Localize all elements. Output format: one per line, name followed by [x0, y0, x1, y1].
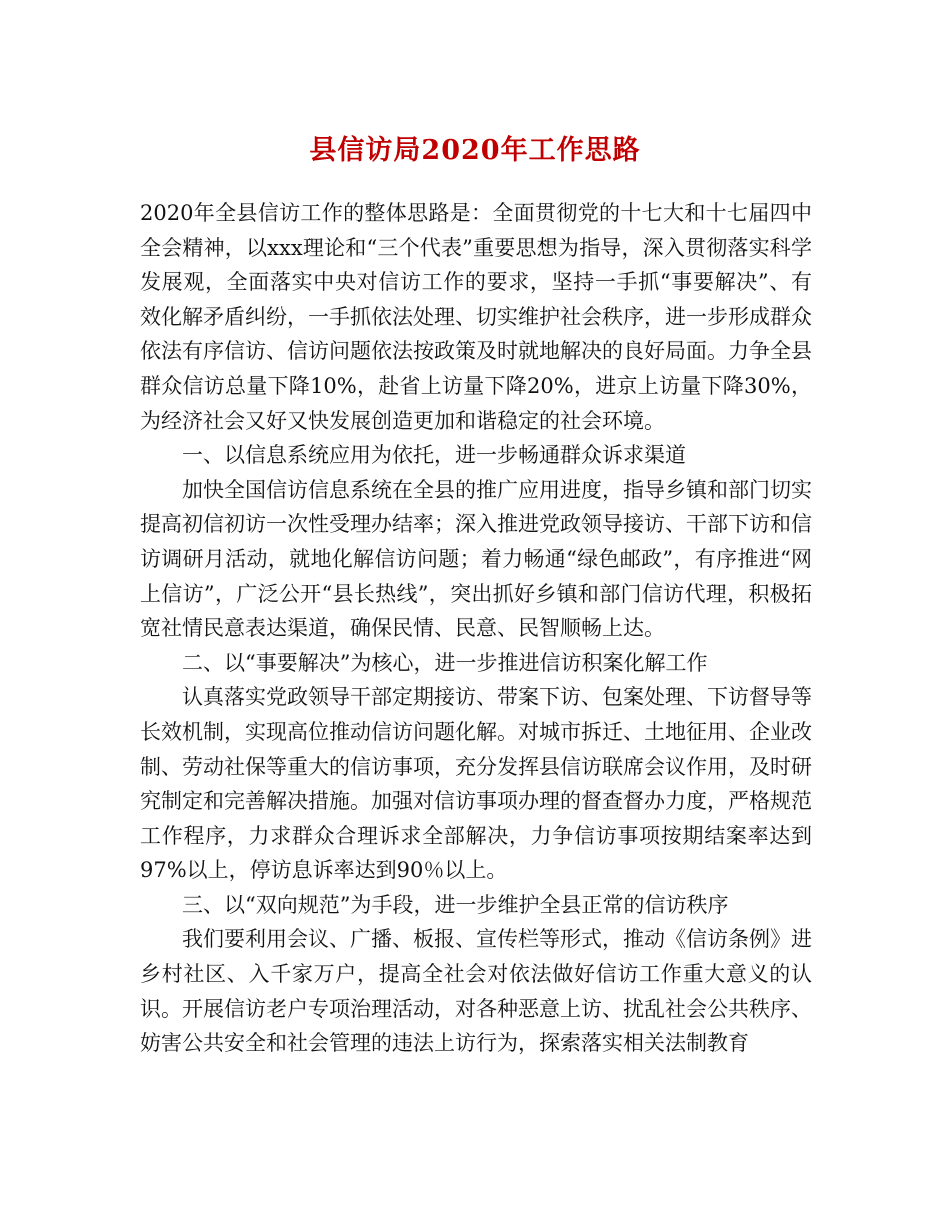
section-paragraph-2: 认真落实党政领导干部定期接访、带案下访、包案处理、下访督导等长效机制，实现高位推动信访问题化解。对城市拆迁、土地征用、企业改制、劳动社保等重大的信访事项，充分发挥县信访联席会议作用，及时研究制定和完善解决措施。加强对信访事项办理的督查督办力度，严格规范工作程序，力求群众合理诉求全部解决，力争信访事项按期结案率达到97%以上，停访息诉率达到90％以上。 — [140, 685, 812, 883]
section-heading-3: 三、以“双向规范”为手段，进一步维护全县正常的信访秩序 — [182, 892, 729, 917]
document-body — [140, 196, 812, 1061]
section-paragraph-1: 加快全国信访信息系统在全县的推广应用进度，指导乡镇和部门切实提高初信初访一次性受理办结率；深入推进党政领导接访、干部下访和信访调研月活动，就地化解信访问题；着力畅通“绿色邮政”，有序推进“网上信访”，广泛公开“县长热线”，突出抓好乡镇和部门信访代理，积极拓宽社情民意表达渠道，确保民情、民意、民智顺畅上达。 — [140, 477, 812, 641]
section-heading-1: 一、以信息系统应用为依托，进一步畅通群众诉求渠道 — [182, 443, 686, 468]
intro-paragraph: 2020年全县信访工作的整体思路是：全面贯彻党的十七大和十七届四中全会精神，以xxx理论和“三个代表”重要思想为指导，深入贯彻落实科学发展观，全面落实中央对信访工作的要求，坚持一手抓“事要解决”、有效化解矛盾纠纷，一手抓依法处理、切实维护社会秩序，进一步形成群众依法有序信访、信访问题依法按政策及时就地解决的良好局面。力争全县群众信访总量下降10%，赴省上访量下降20%，进京上访量下降30%，为经济社会又好又快发展创造更加和谐稳定的社会环境。 — [140, 201, 812, 433]
section-paragraph-3: 我们要利用会议、广播、板报、宣传栏等形式，推动《信访条例》进乡村社区、入千家万户，提高全社会对依法做好信访工作重大意义的认识。开展信访老户专项治理活动，对各种恶意上访、扰乱社会公共秩序、妨害公共安全和社会管理的违法上访行为，探索落实相关法制教育 — [140, 927, 812, 1056]
document-title: 县信访局2020年工作思路 — [309, 135, 641, 166]
section-heading-2: 二、以“事要解决”为核心，进一步推进信访积案化解工作 — [182, 650, 708, 675]
